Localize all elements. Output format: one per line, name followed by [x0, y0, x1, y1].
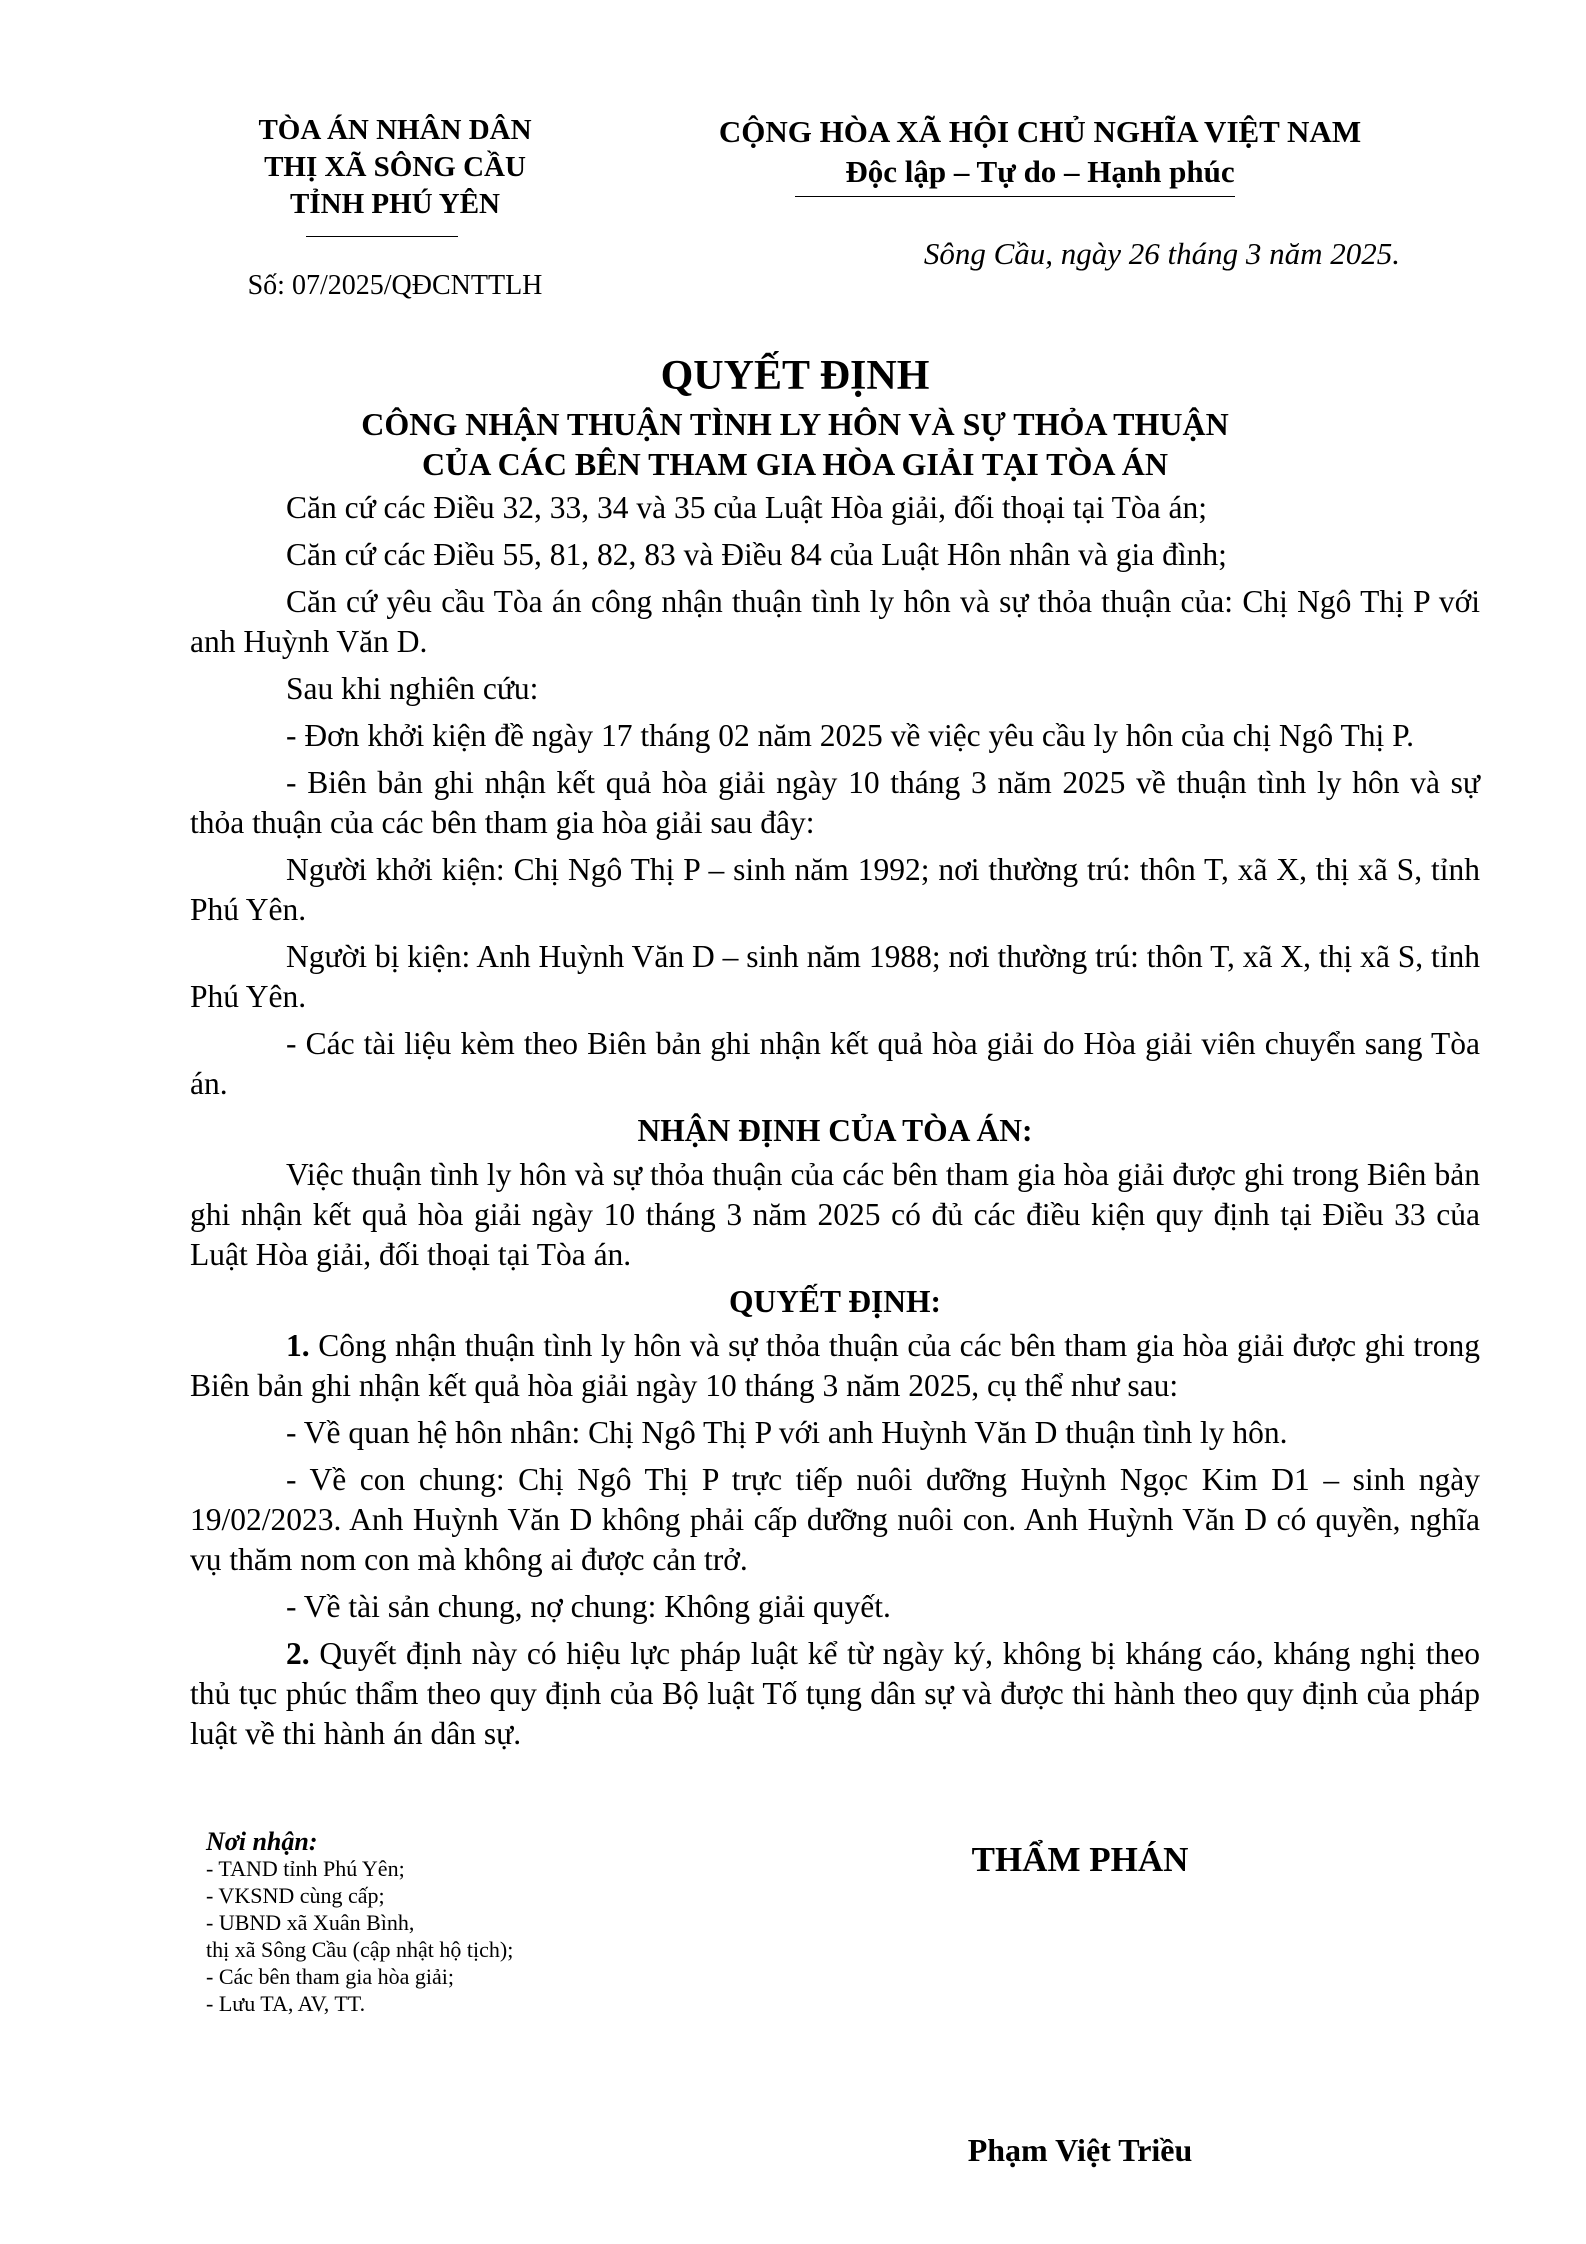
decision-heading: QUYẾT ĐỊNH:: [728, 1284, 942, 1319]
decision-item-2-number: 2.: [286, 1636, 310, 1671]
subtitle-line-2: CỦA CÁC BÊN THAM GIA HÒA GIẢI TẠI TÒA ÁN: [422, 446, 1168, 482]
recipient-item: - Lưu TA, AV, TT.: [206, 1991, 366, 2016]
document-title: QUYẾT ĐỊNH: [660, 353, 930, 399]
court-line-3: TỈNH PHÚ YÊN: [290, 188, 500, 220]
recipients-list: [206, 1828, 806, 2017]
decision-child: - Về con chung: Chị Ngô Thị P trực tiếp nuôi dưỡng Huỳnh Ngọc Kim D1 – sinh ngày 19/02/2023. Anh Huỳnh Văn D không phải cấp dưỡng nuôi con. Anh Huỳnh Văn D có quyền, nghĩa vụ thăm nom con mà không ai được cản trở.: [190, 1462, 1480, 1577]
motto-underline: [795, 196, 1235, 197]
decision-item-2: [190, 1634, 1480, 1754]
recipient-item: - VKSND cùng cấp;: [206, 1883, 385, 1908]
legal-basis-2: Căn cứ các Điều 55, 81, 82, 83 và Điều 84 của Luật Hôn nhân và gia đình;: [286, 537, 1227, 572]
court-line-2: THỊ XÃ SÔNG CẦU: [264, 151, 526, 183]
recipient-item: - TAND tỉnh Phú Yên;: [206, 1856, 405, 1881]
recipient-item: thị xã Sông Cầu (cập nhật hộ tịch);: [206, 1937, 514, 1962]
evidence-item-1: - Đơn khởi kiện đề ngày 17 tháng 02 năm 2025 về việc yêu cầu ly hôn của chị Ngô Thị P.: [286, 718, 1415, 753]
decision-marriage: - Về quan hệ hôn nhân: Chị Ngô Thị P với anh Huỳnh Văn D thuận tình ly hôn.: [286, 1415, 1288, 1450]
court-assessment-heading: NHẬN ĐỊNH CỦA TÒA ÁN:: [637, 1113, 1033, 1148]
subtitle-line-1: CÔNG NHẬN THUẬN TÌNH LY HÔN VÀ SỰ THỎA THUẬN: [361, 406, 1229, 442]
decision-property: - Về tài sản chung, nợ chung: Không giải quyết.: [286, 1589, 891, 1624]
national-header: [660, 112, 1420, 192]
decision-item-1-text: Công nhận thuận tình ly hôn và sự thỏa thuận của các bên tham gia hòa giải được ghi trong Biên bản ghi nhận kết quả hòa giải ngày 10 tháng 3 năm 2025, cụ thể như sau:: [190, 1328, 1480, 1403]
national-motto: Độc lập – Tự do – Hạnh phúc: [845, 154, 1235, 189]
judge-name: Phạm Việt Triều: [967, 2132, 1193, 2168]
defendant-info: Người bị kiện: Anh Huỳnh Văn D – sinh năm 1988; nơi thường trú: thôn T, xã X, thị xã S, tỉnh Phú Yên.: [190, 939, 1480, 1014]
legal-basis-1: Căn cứ các Điều 32, 33, 34 và 35 của Luật Hòa giải, đối thoại tại Tòa án;: [286, 490, 1207, 525]
decision-item-1: [190, 1326, 1480, 1406]
recipients-title: Nơi nhận:: [206, 1827, 318, 1856]
decision-item-1-number: 1.: [286, 1328, 310, 1363]
evidence-item-3: - Các tài liệu kèm theo Biên bản ghi nhận kết quả hòa giải do Hòa giải viên chuyển sang Tòa án.: [190, 1026, 1480, 1101]
court-assessment-text: Việc thuận tình ly hôn và sự thỏa thuận của các bên tham gia hòa giải được ghi trong Biên bản ghi nhận kết quả hòa giải ngày 10 tháng 3 năm 2025 có đủ các điều kiện quy định tại Điều 33 của Luật Hòa giải, đối thoại tại Tòa án.: [190, 1157, 1480, 1272]
plaintiff-info: Người khởi kiện: Chị Ngô Thị P – sinh năm 1992; nơi thường trú: thôn T, xã X, thị xã S, tỉnh Phú Yên.: [190, 852, 1480, 927]
nation-name: CỘNG HÒA XÃ HỘI CHỦ NGHĨA VIỆT NAM: [718, 114, 1362, 149]
evidence-item-2: - Biên bản ghi nhận kết quả hòa giải ngày 10 tháng 3 năm 2025 về thuận tình ly hôn và sự thỏa thuận của các bên tham gia hòa giải sau đây:: [190, 765, 1480, 840]
document-subtitle: [160, 404, 1430, 484]
issuing-court: [160, 112, 630, 223]
after-study: Sau khi nghiên cứu:: [286, 671, 539, 706]
place-and-date: Sông Cầu, ngày 26 tháng 3 năm 2025.: [923, 236, 1400, 271]
recipient-item: - UBND xã Xuân Bình,: [206, 1910, 415, 1935]
judge-title: THẨM PHÁN: [971, 1840, 1189, 1879]
decision-item-2-text: Quyết định này có hiệu lực pháp luật kể từ ngày ký, không bị kháng cáo, kháng nghị theo thủ tục phúc thẩm theo quy định của Bộ luật Tố tụng dân sự và được thi hành theo quy định của pháp luật về thi hành án dân sự.: [190, 1636, 1480, 1751]
document-body: [190, 488, 1480, 1761]
legal-basis-3: Căn cứ yêu cầu Tòa án công nhận thuận tình ly hôn và sự thỏa thuận của: Chị Ngô Thị P với anh Huỳnh Văn D.: [190, 584, 1480, 659]
recipient-item: - Các bên tham gia hòa giải;: [206, 1964, 455, 1989]
court-underline: [306, 236, 458, 237]
document-number: Số: 07/2025/QĐCNTTLH: [247, 270, 543, 301]
court-line-1: TÒA ÁN NHÂN DÂN: [258, 114, 532, 146]
